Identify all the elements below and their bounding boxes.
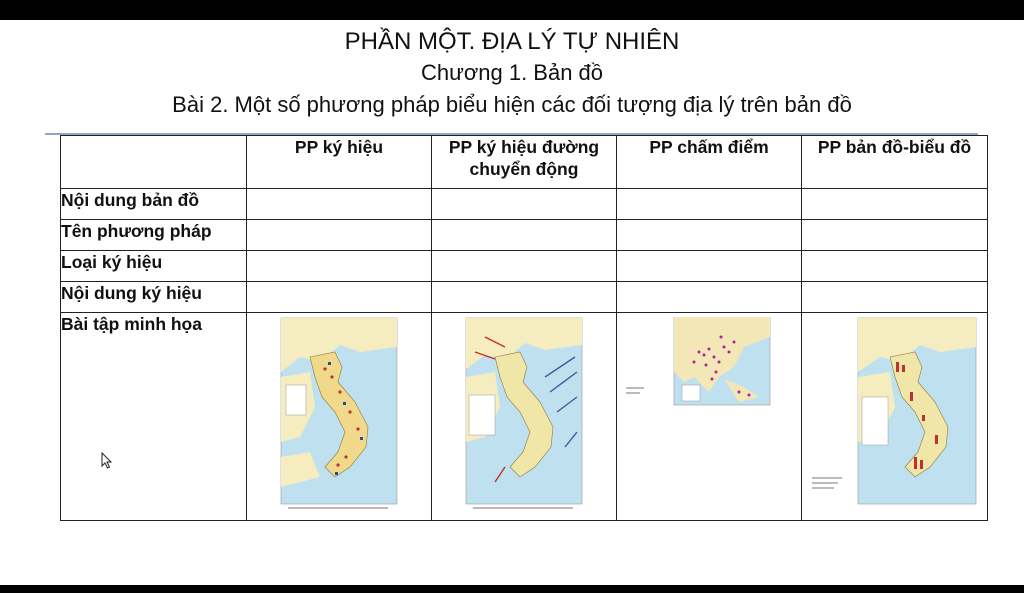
chapter-title: Chương 1. Bản đồ: [420, 60, 604, 85]
row-label: Tên phương pháp: [61, 220, 247, 251]
table-cell[interactable]: [802, 220, 988, 251]
table-cell[interactable]: [802, 251, 988, 282]
table-cell[interactable]: [432, 220, 617, 251]
row-label: Bài tập minh họa: [61, 313, 247, 521]
table-cell[interactable]: [617, 189, 802, 220]
mouse-cursor-icon: [101, 452, 113, 470]
table-cell[interactable]: [617, 220, 802, 251]
table-cell[interactable]: [802, 282, 988, 313]
row-label: Loại ký hiệu: [61, 251, 247, 282]
map-symbol-method-image: [280, 317, 398, 512]
table-cell[interactable]: [432, 189, 617, 220]
map-chart-method-image: [810, 317, 980, 512]
methods-table: [60, 135, 988, 521]
table-cell[interactable]: [247, 251, 432, 282]
table-cell: [802, 313, 988, 521]
column-header: PP bản đồ-biểu đồ: [802, 136, 988, 189]
table-cell[interactable]: [617, 282, 802, 313]
table-cell[interactable]: [247, 282, 432, 313]
table-cell[interactable]: [802, 189, 988, 220]
table-cell: [432, 313, 617, 521]
table-cell[interactable]: [247, 189, 432, 220]
table-cell[interactable]: [617, 251, 802, 282]
table-cell[interactable]: [432, 282, 617, 313]
part-title: PHẦN MỘT. ĐỊA LÝ TỰ NHIÊN: [344, 28, 680, 55]
table-cell[interactable]: [247, 220, 432, 251]
table-cell: [617, 313, 802, 521]
map-dot-method-image: [624, 317, 794, 417]
lesson-title: Bài 2. Một số phương pháp biểu hiện các đối tượng địa lý trên bản đồ: [172, 92, 852, 117]
column-header: PP ký hiệu đường chuyển động: [432, 136, 617, 189]
row-label: Nội dung bản đồ: [61, 189, 247, 220]
row-label: Nội dung ký hiệu: [61, 282, 247, 313]
table-cell[interactable]: [432, 251, 617, 282]
table-cell: [247, 313, 432, 521]
column-header: PP chấm điểm: [617, 136, 802, 189]
map-movement-lines-image: [465, 317, 583, 512]
header-empty-cell: [61, 136, 247, 189]
column-header: PP ký hiệu: [247, 136, 432, 189]
